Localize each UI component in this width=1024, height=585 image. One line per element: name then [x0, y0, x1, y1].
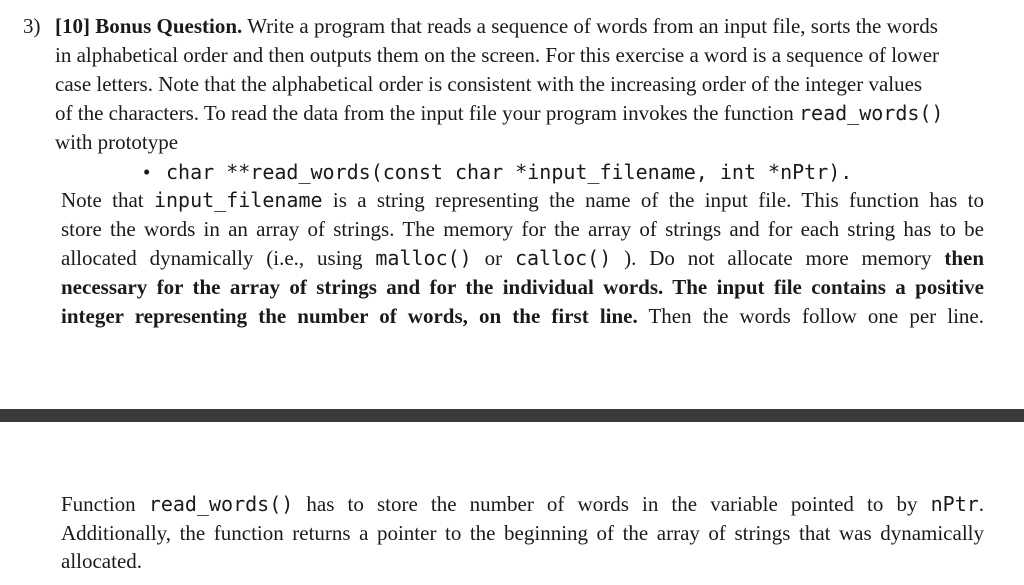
code-read-words-2: read_words(): [148, 492, 294, 516]
intro-line-4: [55, 99, 943, 127]
intro-text-4: of the characters. To read the data from the input file your program invokes the function: [55, 101, 794, 125]
bullet-marker: •: [143, 160, 151, 184]
para3-text-1b: has to store the number of words in the variable pointed to by: [306, 492, 918, 516]
para2-line-3: [61, 244, 984, 272]
code-read-words: read_words(): [798, 101, 944, 125]
para3-line-1: [61, 490, 984, 518]
para2-line-1: [61, 186, 984, 214]
para3-text-1a: Function: [61, 492, 136, 516]
para2-line-5: [61, 302, 984, 330]
para2-bold-then: then: [944, 246, 985, 270]
para2-line-4: [61, 273, 984, 301]
para2-line-2: store the words in an array of strings. The memory for the array of strings and for each string has to be: [61, 217, 984, 241]
para2-text-1b: is a string representing the name of the input file. This function has to: [332, 188, 985, 212]
intro-line-2: in alphabetical order and then outputs them on the screen. For this exercise a word is a sequence of lower: [55, 43, 940, 67]
para2-text-3b: ). Do not allocate more memory: [624, 246, 932, 270]
code-calloc: calloc(): [514, 246, 612, 270]
para2-bold-4: necessary for the array of strings and for the individual words. The input file contains a positive: [61, 275, 984, 299]
para2-text-5: Then the words follow one per line.: [648, 304, 984, 328]
question-heading: Bonus Question.: [95, 14, 243, 38]
question-number: 3): [23, 14, 41, 38]
intro-text-1: Write a program that reads a sequence of words from an input file, sorts the words: [247, 14, 938, 38]
para3-line-3: allocated.: [61, 549, 143, 573]
code-malloc: malloc(): [375, 246, 472, 270]
para2-text-1a: Note that: [61, 188, 144, 212]
code-nptr: nPtr: [930, 492, 979, 516]
function-prototype: char **read_words(const char *input_filename, int *nPtr).: [166, 160, 853, 184]
intro-line-5: with prototype: [55, 130, 179, 154]
intro-line-1: [55, 12, 938, 40]
intro-line-3: case letters. Note that the alphabetical order is consistent with the increasing order of the integer values: [55, 72, 923, 96]
section-divider: [0, 409, 1024, 422]
question-points: [10]: [55, 14, 90, 38]
para3-line-2: Additionally, the function returns a pointer to the beginning of the array of strings that was dynamically: [61, 521, 984, 545]
para2-text-or: or: [484, 246, 503, 270]
para2-text-3a: allocated dynamically (i.e., using: [61, 246, 363, 270]
code-input-filename: input_filename: [153, 188, 323, 212]
para2-bold-5: integer representing the number of words, on the first line.: [61, 304, 638, 328]
para3-period: .: [978, 492, 985, 516]
